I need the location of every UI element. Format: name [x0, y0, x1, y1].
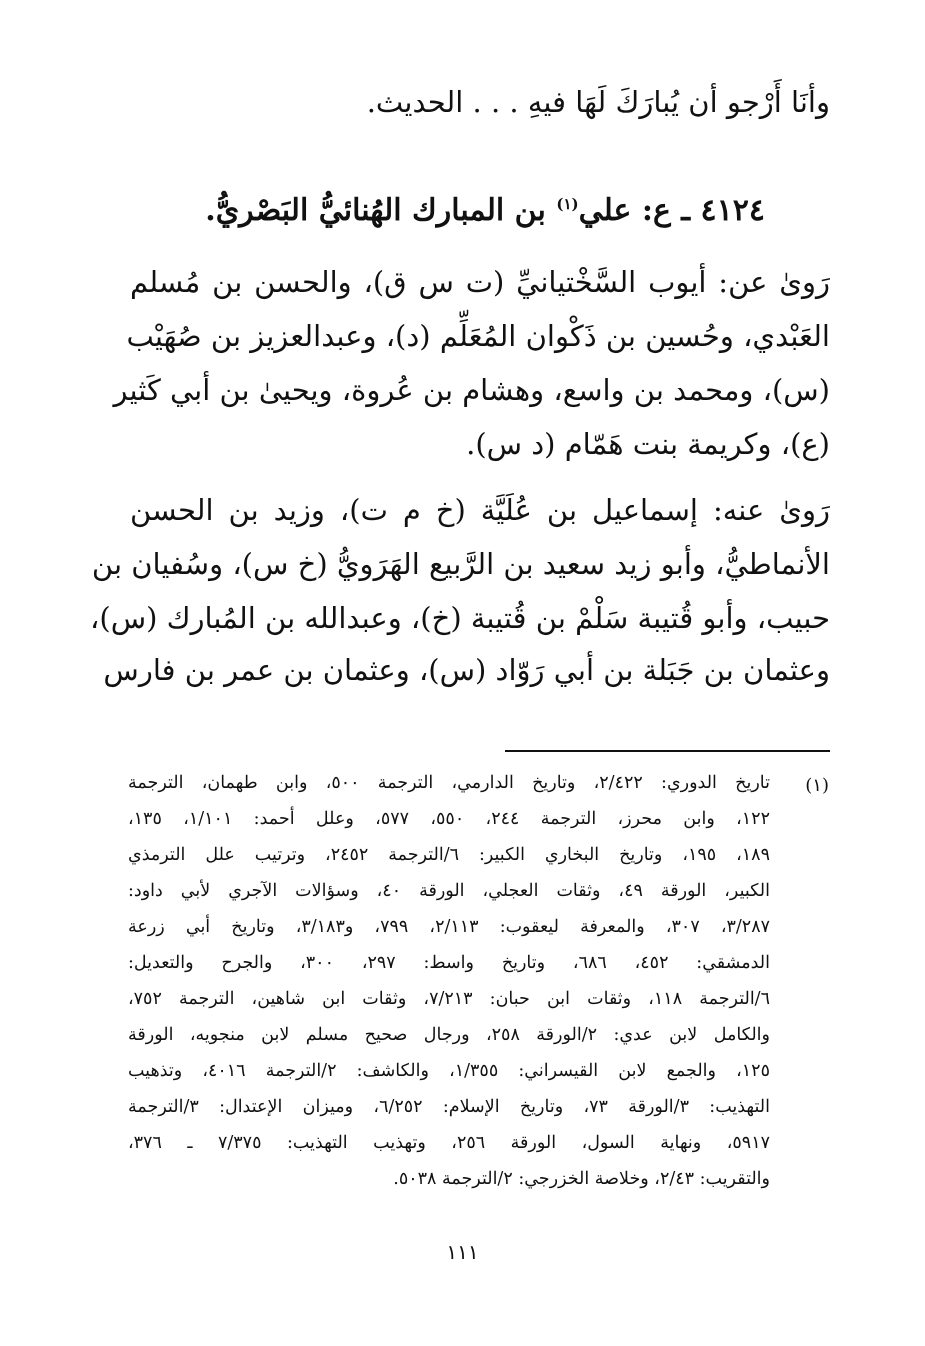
- narrated-from-line-3: (س)، ومحمد بن واسع، وهشام بن عُروة، ويحيىٰ بن أبي كَثير: [113, 373, 830, 407]
- footnote-line-12: والتقريب: ٢/٤٣، وخلاصة الخزرجي: ٢/الترجمة ٥٠٣٨.: [393, 1169, 770, 1189]
- footnote-line-10: التهذيب: ٣/الورقة ٧٣، وتاريخ الإسلام: ٦/٢٥٢، وميزان الإعتدال: ٣/الترجمة: [128, 1097, 770, 1117]
- narrated-by-line-4: وعثمان بن جَبَلة بن أبي رَوّاد (س)، وعثمان بن عمر بن فارس: [103, 653, 830, 687]
- narrated-by-line-3: حبيب، وأبو قُتيبة سَلْمْ بن قُتيبة (خ)، وعبدالله بن المُبارك (س)،: [90, 601, 830, 635]
- footnote-line-7: ٦/الترجمة ١١٨، وثقات ابن حبان: ٧/٢١٣، وثقات ابن شاهين، الترجمة ٧٥٢،: [128, 989, 770, 1009]
- footnote-line-11: ٥٩١٧، ونهاية السول، الورقة ٢٥٦، وتهذيب التهذيب: ٧/٣٧٥ ـ ٣٧٦،: [128, 1133, 770, 1153]
- footnote-line-3: ١٨٩، ١٩٥، وتاريخ البخاري الكبير: ٦/الترجمة ٢٤٥٢، وترتيب علل الترمذي: [128, 845, 770, 865]
- narrated-by-line-1: رَوىٰ عنه: إسماعيل بن عُلَيَّة (خ م ت)، وزيد بن الحسن: [130, 493, 830, 527]
- footnote-line-8: والكامل لابن عدي: ٢/الورقة ٢٥٨، ورجال صحيح مسلم لابن منجويه، الورقة: [128, 1025, 770, 1045]
- footnote-reference: (١): [556, 195, 579, 213]
- narrated-from-line-1: رَوىٰ عن: أيوب السَّخْتيانيِّ (ت س ق)، والحسن بن مُسلم: [130, 265, 830, 299]
- footnote-line-4: الكبير، الورقة ٤٩، وثقات العجلي، الورقة ٤٠، وسؤالات الآجري لأبي داود:: [128, 881, 770, 901]
- footnote-separator: [505, 750, 830, 752]
- narrated-from-line-2: العَبْدي، وحُسين بن ذَكْوان المُعَلِّم (د)، وعبدالعزيز بن صُهَيْب: [126, 319, 830, 353]
- entry-heading-rest: بن المبارك الهُنائيُّ البَصْريُّ.: [205, 193, 557, 228]
- intro-line: وأنَا أَرْجو أن يُبارَكَ لَهَا فيهِ . . . الحديث.: [366, 85, 830, 119]
- footnote-line-2: ١٢٢، وابن محرز، الترجمة ٢٤٤، ٥٥٠، ٥٧٧، وعلل أحمد: ١/١٠١، ١٣٥،: [128, 809, 770, 829]
- page-number: ١١١: [446, 1240, 479, 1264]
- footnote-line-5: ٣/٢٨٧، ٣٠٧، والمعرفة ليعقوب: ٢/١١٣، ٧٩٩، و٣/١٨٣، وتاريخ أبي زرعة: [128, 917, 770, 937]
- entry-heading: [205, 190, 765, 232]
- footnote-marker: (١): [805, 775, 829, 796]
- footnote-line-1: تاريخ الدوري: ٢/٤٢٢، وتاريخ الدارمي، الترجمة ٥٠٠، وابن طهمان، الترجمة: [128, 773, 771, 793]
- narrated-by-line-2: الأنماطيُّ، وأبو زيد سعيد بن الرَّبيع الهَرَويُّ (خ س)، وسُفيان بن: [91, 547, 830, 581]
- narrated-from-line-4: (ع)، وكريمة بنت هَمّام (د س).: [466, 427, 830, 461]
- entry-heading-main: ٤١٢٤ ـ ع: علي: [578, 193, 765, 228]
- footnote-line-6: الدمشقي: ٤٥٢، ٦٨٦، وتاريخ واسط: ٢٩٧، ٣٠٠، والجرح والتعديل:: [128, 953, 770, 973]
- footnote-line-9: ١٢٥، والجمع لابن القيسراني: ١/٣٥٥، والكاشف: ٢/الترجمة ٤٠١٦، وتذهيب: [128, 1061, 770, 1081]
